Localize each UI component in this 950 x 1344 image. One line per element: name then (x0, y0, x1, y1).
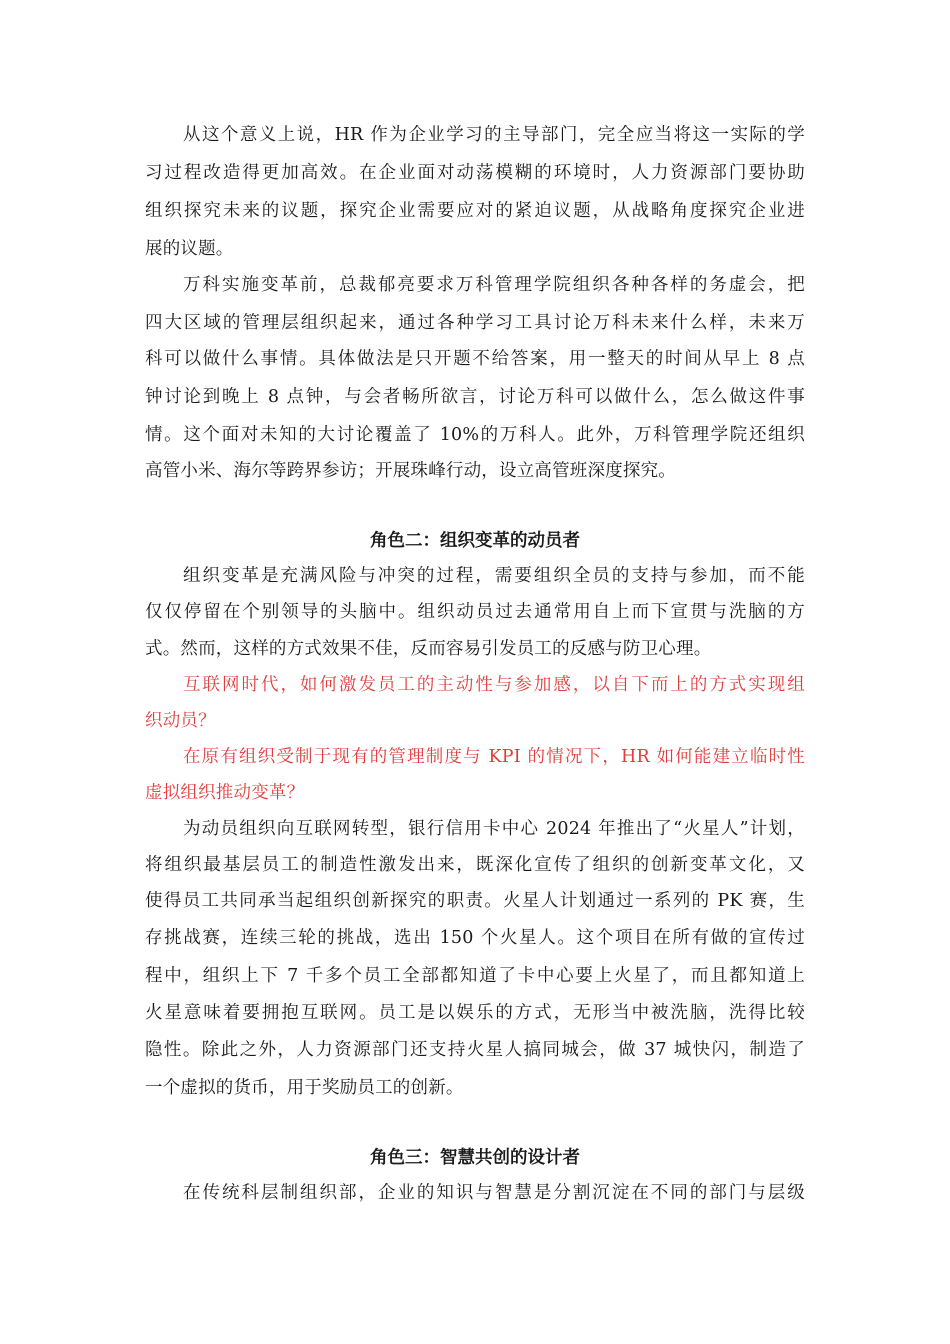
paragraph-line: 钟讨论到晚上 8 点钟，与会者畅所欲言，讨论万科可以做什么，怎么做这件事 (145, 387, 805, 407)
paragraph-line: 存挑战赛，连续三轮的挑战，选出 150 个火星人。这个项目在所有做的宣传过 (145, 928, 805, 948)
paragraph-line: 从这个意义上说，HR 作为企业学习的主导部门，完全应当将这一实际的学 (183, 125, 805, 145)
paragraph-line: 情。这个面对未知的大讨论覆盖了 10%的万科人。此外，万科管理学院还组织 (145, 425, 805, 445)
paragraph-line: 四大区域的管理层组织起来，通过各种学习工具讨论万科未来什么样，未来万 (145, 313, 805, 333)
paragraph-line: 仅仅停留在个别领导的头脑中。组织动员过去通常用自上而下宣贯与洗脑的方 (145, 602, 805, 622)
paragraph-line: 隐性。除此之外，人力资源部门还支持火星人搞同城会，做 37 城快闪，制造了 (145, 1040, 805, 1060)
paragraph-line: 式。然而，这样的方式效果不佳，反而容易引发员工的反感与防卫心理。 (145, 639, 712, 659)
highlight-question-line: 互联网时代，如何激发员工的主动性与参加感，以自下而上的方式实现组 (183, 675, 805, 695)
highlight-question-line: 虚拟组织推动变革？ (145, 783, 305, 803)
paragraph-line: 程中，组织上下 7 千多个员工全部都知道了卡中心要上火星了，而且都知道上 (145, 966, 805, 986)
paragraph-line: 高管小米、海尔等跨界参访；开展珠峰行动，设立高管班深度探究。 (145, 461, 676, 481)
paragraph-line: 组织变革是充满风险与冲突的过程，需要组织全员的支持与参加，而不能 (183, 566, 805, 586)
highlight-question-line: 在原有组织受制于现有的管理制度与 KPI 的情况下，HR 如何能建立临时性 (183, 747, 805, 767)
paragraph-line: 火星意味着要拥抱互联网。员工是以娱乐的方式，无形当中被洗脑，洗得比较 (145, 1003, 805, 1023)
paragraph-line: 将组织最基层员工的制造性激发出来，既深化宣传了组织的创新变革文化，又 (145, 855, 805, 875)
section-heading: 角色二：组织变革的动员者 (370, 531, 580, 551)
paragraph-line: 在传统科层制组织部，企业的知识与智慧是分割沉淀在不同的部门与层级 (183, 1183, 805, 1203)
paragraph-line: 展的议题。 (145, 239, 234, 259)
paragraph-line: 一个虚拟的货币，用于奖励员工的创新。 (145, 1078, 464, 1098)
paragraph-line: 为动员组织向互联网转型，银行信用卡中心 2024 年推出了“火星人”计划， (183, 819, 805, 839)
paragraph-line: 万科实施变革前，总裁郁亮要求万科管理学院组织各种各样的务虚会，把 (183, 275, 805, 295)
paragraph-line: 习过程改造得更加高效。在企业面对动荡模糊的环境时，人力资源部门要协助 (145, 163, 805, 183)
paragraph-line: 组织探究未来的议题，探究企业需要应对的紧迫议题，从战略角度探究企业进 (145, 201, 805, 221)
section-heading: 角色三：智慧共创的设计者 (370, 1148, 580, 1168)
paragraph-line: 科可以做什么事情。具体做法是只开题不给答案，用一整天的时间从早上 8 点 (145, 349, 805, 369)
highlight-question-line: 织动员？ (145, 711, 216, 731)
paragraph-line: 使得员工共同承当起组织创新探究的职责。火星人计划通过一系列的 PK 赛，生 (145, 891, 805, 911)
